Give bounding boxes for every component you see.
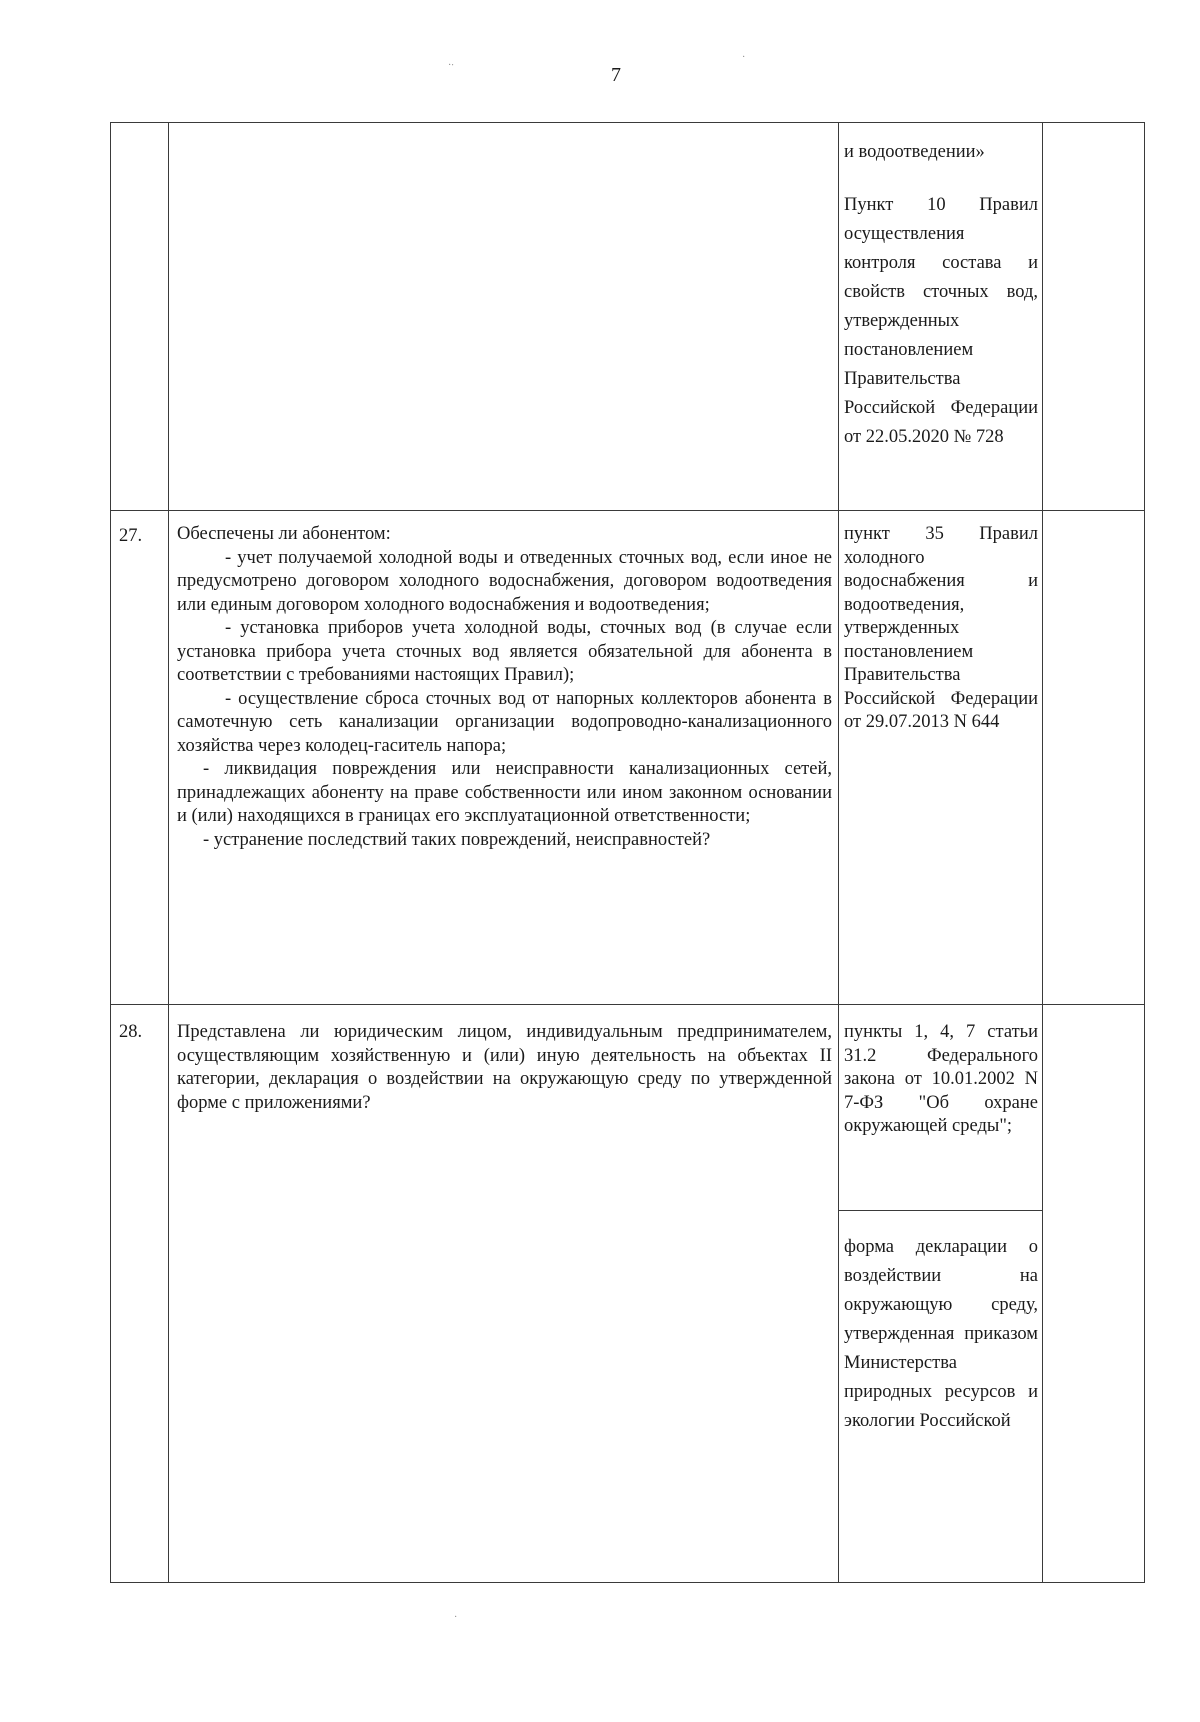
question-item: - установка приборов учета холодной воды, сточных вод (в случае если установка прибора учета сточных вод является обязательной для абонента в соответствии с требованиями настоящих Правил); [177, 618, 832, 685]
reference-cell [839, 1005, 1043, 1583]
question-item: - учет получаемой холодной воды и отведенных сточных вод, если иное не предусмотрено договором холодного водоснабжения, договором водоотведения или единым договором холодного водоснабжения и водоотведения; [177, 547, 832, 615]
page-number: 7 [611, 64, 621, 86]
result-cell [1043, 1005, 1145, 1583]
row-number-cell [111, 1005, 169, 1583]
reference-cell [839, 123, 1043, 511]
result-cell [1043, 123, 1145, 511]
row-number-cell [111, 123, 169, 511]
reference-cell [839, 511, 1043, 1005]
scan-speck: · [454, 1612, 458, 1623]
row-number-cell [111, 511, 169, 1005]
checklist-table [110, 122, 1145, 1583]
question-item: - устранение последствий таких повреждений, неисправностей? [203, 829, 711, 850]
table-row [111, 123, 1145, 511]
row-number: 27. [119, 526, 143, 546]
table-row [111, 1005, 1145, 1583]
row-number: 28. [119, 1022, 143, 1042]
row-number [111, 123, 168, 147]
question-cell [169, 511, 839, 1005]
reference-text: форма декларации о воздействии на окружающую среду, утвержденная приказом Министерства природных ресурсов и экологии Российской [844, 1237, 1038, 1431]
scan-speck: ·∙ [448, 60, 454, 71]
question-text: Представлена ли юридическим лицом, индивидуальным предпринимателем, осуществляющим хозяйственную и (или) иную деятельность на объектах II категории, декларация о воздействии на окружающую среду по утвержденной форме с приложениями? [177, 1022, 832, 1113]
reference-text: и водоотведении» [844, 142, 985, 162]
question-cell [169, 123, 839, 511]
table-row [111, 511, 1145, 1005]
reference-text: пункты 1, 4, 7 статьи 31.2 Федерального закона от 10.01.2002 N 7-ФЗ "Об охране окружающей среды"; [844, 1022, 1038, 1136]
question-heading: Обеспечены ли абонентом: [177, 524, 391, 544]
question-cell [169, 1005, 839, 1583]
reference-text: Пункт 10 Правил осуществления контроля состава и свойств сточных вод, утвержденных постановлением Правительства Российской Федерации от 22.05.2020 № 728 [844, 194, 1038, 447]
scan-speck: · [742, 52, 746, 63]
result-cell [1043, 511, 1145, 1005]
reference-text: пункт 35 Правил холодного водоснабжения и водоотведения, утвержденных постановлением Правительства Российской Федерации от 29.07.2013 N 644 [844, 524, 1038, 732]
question-item: - осуществление сброса сточных вод от напорных коллекторов абонента в самотечную сеть канализации организации водопроводно-канализационного хозяйства через колодец-гаситель напора; [177, 688, 832, 756]
question-item: - ликвидация повреждения или неисправности канализационных сетей, принадлежащих абоненту на праве собственности или ином законном основании и (или) находящихся в границах его эксплуатационной ответственности; [177, 759, 832, 826]
